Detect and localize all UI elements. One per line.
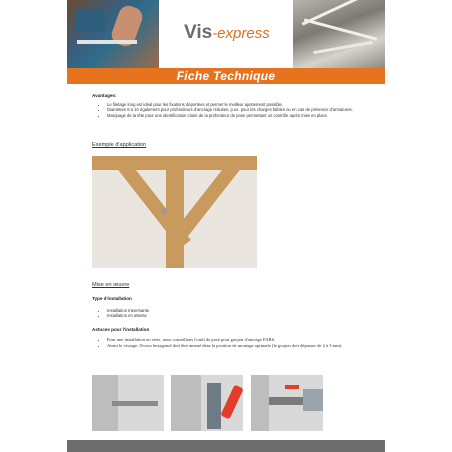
screws-photo [293, 0, 385, 68]
page-title: Fiche Technique [176, 69, 276, 83]
list-item: • Installation traversante [107, 308, 381, 313]
list-item: • Marquage de la tête pour une identification claire de la profondeur de pose permettant un contrôle après mise en place. [107, 113, 381, 118]
installation-tips-heading: Astuces pour l'installation [92, 327, 150, 332]
footer-bar [67, 440, 385, 452]
list-item: • Le filetage long est idéal pour les fixations déportées et permet le meilleur ajustement possible. [107, 102, 381, 107]
advantages-heading: Avantages: [92, 93, 117, 98]
installation-heading: Mise en œuvre [92, 282, 130, 288]
example-heading: Exemple d'application [92, 142, 147, 148]
installation-tips-list [93, 337, 381, 349]
advantages-list [93, 102, 381, 118]
list-item: • Installation en attente [107, 313, 381, 318]
list-item: • Diamètres 8 à 10 également pour profondeurs d'ancrage réduites, p.ex. pour les charges faibles ou en cas de présence d'armatures. [107, 107, 381, 112]
drilling-illustration [92, 375, 164, 431]
list-item: • Pour une installation en série, nous conseillons l'outil de pose pour goujon d'ancrage FABS. [107, 337, 381, 343]
installation-illustration [251, 375, 323, 431]
header-banner [67, 0, 385, 68]
anchor-illustration [171, 375, 243, 431]
technical-sheet-page [67, 0, 385, 452]
logo-suffix: -express [212, 25, 270, 42]
tools-photo [67, 0, 159, 68]
brand-logo [184, 22, 270, 44]
installation-types-list [93, 308, 381, 319]
installation-type-heading: Type d'installation [92, 296, 132, 301]
logo-brand: Vis [184, 22, 213, 43]
title-bar [67, 68, 385, 84]
application-photo [92, 156, 257, 268]
list-item: • Avant le vissage, l'écrou hexagonal doit être amené dans la position de montage optimale (le goujon doit dépasser de 2 à 3 mm). [107, 343, 381, 349]
